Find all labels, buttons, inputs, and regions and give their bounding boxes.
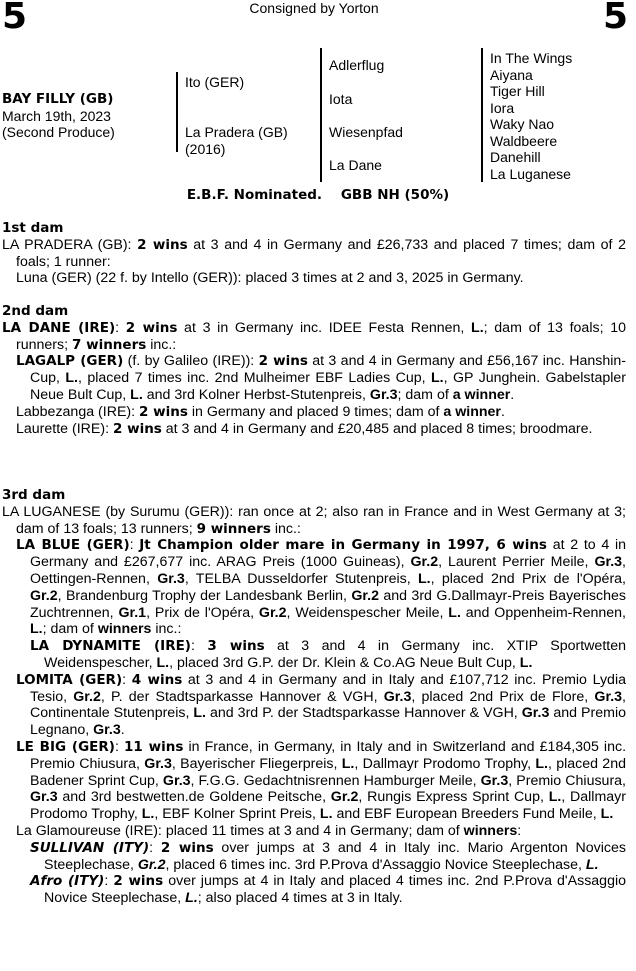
pedigree-gen4-item: Waky Nao	[490, 116, 555, 132]
horse-produce: (Second Produce)	[2, 124, 115, 140]
pedigree-gen3-2: Iota	[329, 91, 353, 107]
second-dam-produce: Laurette (IRE): 2 wins at 3 and 4 in Germany and £20,485 and placed 8 times; broodmare.	[16, 420, 593, 437]
horse-foaled: March 19th, 2023	[2, 107, 111, 124]
second-dam-produce: Labbezanga (IRE): 2 wins in Germany and placed 9 times; dam of a winner.	[16, 403, 505, 420]
pedigree-gen3-4: La Dane	[329, 157, 382, 173]
pedigree-gen4-item: Danehill	[490, 149, 541, 165]
third-dam-produce: LE BIG (GER): 11 wins in France, in Germany, in Italy and in Switzerland and £184,305 inc. Premio Chiusura, Gr.3, Bayerischer Fliegerpreis, L., Dallmayr Prodomo Trophy, L., placed 2nd Badener Sprint Cup, Gr.3, F.G.G. Gedachtnisrennen Hamburger Meile, Gr.3, Premio Chiusura, Gr.3 and 3rd bestwetten.de Goldene Peitsche, Gr.2, Rungis Express Sprint Cup, L., Dallmayr Prodomo Trophy, L., EBF Kolner Sprint Preis, L. and EBF European Breeders Fund Meile, L.	[16, 738, 627, 823]
third-dam-text: LA LUGANESE (by Surumu (GER)): ran once at 2; also ran in France and in West Germany at 3; dam of 13 foals; 13 runners; 9 winners inc.:	[2, 503, 626, 537]
third-dam-produce: LOMITA (GER): 4 wins at 3 and 4 in Germany and in Italy and £107,712 inc. Premio Lydia Tesio, Gr.2, P. der Stadtsparkasse Hannover & VGH, Gr.3, placed 2nd Prix de Flore, Gr.3, Continentale Stutenpreis, L. and 3rd P. der Stadtsparkasse Hannover & VGH, Gr.3 and Premio Legnano, Gr.3.	[16, 671, 626, 739]
second-dam-produce: LAGALP (GER) (f. by Galileo (IRE)): 2 wins at 3 and 4 in Germany and £56,167 inc. Hanshin-Cup, L., placed 7 times inc. 2nd Mulheimer EBF Ladies Cup, L., GP Junghein. Gabelstapler Neue Bult Cup, L. and 3rd Kolner Herbst-Stutenpreis, Gr.3; dam of a winner.	[16, 353, 626, 403]
first-dam-text: LA PRADERA (GB): 2 wins at 3 and 4 in Germany and £26,733 and placed 7 times; dam of 2 foals; 1 runner:	[2, 236, 626, 270]
pedigree-gen4-item: Iora	[490, 99, 515, 116]
horse-info	[2, 91, 115, 141]
horse-title: BAY FILLY (GB)	[2, 91, 114, 107]
second-dam-text: LA DANE (IRE): 2 wins at 3 in Germany inc. IDEE Festa Rennen, L.; dam of 13 foals; 10 runners; 7 winners inc.:	[2, 319, 626, 353]
lot-number-right: 5	[602, 0, 628, 37]
lot-number-left: 5	[2, 0, 28, 37]
pedigree-gen4-item: Waldbeere	[490, 132, 558, 149]
second-dam-section	[2, 303, 626, 437]
pedigree-gen3-3: Wiesenpfad	[329, 124, 403, 140]
pedigree-bracket-2	[320, 48, 322, 182]
pedigree-dam	[185, 124, 288, 157]
pedigree-gen4-item: Aiyana	[490, 66, 533, 83]
first-dam-produce: Luna (GER) (22 f. by Intello (GER)): placed 3 times at 2 and 3, 2025 in Germany.	[16, 270, 524, 287]
consignor: Consigned by Yorton	[249, 0, 379, 16]
pedigree-bracket-1	[176, 72, 178, 152]
nominations: E.B.F. Nominated. GBB NH (50%)	[186, 187, 450, 203]
third-dam-grandproduce: SULLIVAN (ITY): 2 wins over jumps at 3 and 4 in Italy inc. Mario Argenton Novices Steeplechase, Gr.2, placed 6 times inc. 3rd P.Prova d'Assaggio Novice Steeplechase, L.	[30, 839, 626, 873]
pedigree-dam-name: La Pradera (GB)	[185, 124, 288, 140]
pedigree-gen3-1: Adlerflug	[329, 57, 385, 73]
third-dam-heading: 3rd dam	[2, 487, 66, 503]
pedigree-gen4	[490, 50, 572, 182]
pedigree-gen4-item: In The Wings	[490, 50, 573, 66]
third-dam-grandproduce: LA DYNAMITE (IRE): 3 wins at 3 and 4 in Germany inc. XTIP Sportwetten Weidenspescher, L., placed 3rd G.P. der Dr. Klein & Co.AG Neue Bult Cup, L.	[30, 638, 626, 671]
pedigree-sire: Ito (GER)	[185, 74, 245, 90]
second-dam-heading: 2nd dam	[2, 303, 69, 319]
third-dam-produce: La Glamoureuse (IRE): placed 11 times at 3 and 4 in Germany; dam of winners:	[16, 822, 522, 839]
pedigree-dam-year: (2016)	[185, 140, 226, 157]
first-dam-section	[2, 220, 626, 287]
third-dam-produce: LA BLUE (GER): Jt Champion older mare in Germany in 1997, 6 wins at 2 to 4 in Germany and £267,677 inc. ARAG Preis (1000 Guineas), Gr.2, Laurent Perrier Meile, Gr.3, Oettingen-Rennen, Gr.3, TELBA Dusseldorfer Stutenpreis, L., placed 2nd Prix de l'Opéra, Gr.2, Brandenburg Trophy der Landesbank Berlin, Gr.2 and 3rd G.Dallmayr-Preis Bayerisches Zuchtrennen, Gr.1, Prix de l'Opéra, Gr.2, Weidenspescher Meile, L. and Oppenheim-Rennen, L.; dam of winners inc.:	[16, 537, 627, 638]
first-dam-heading: 1st dam	[2, 220, 64, 236]
pedigree-gen4-item: La Luganese	[490, 165, 571, 182]
third-dam-section	[2, 487, 626, 907]
pedigree-bracket-3	[481, 48, 483, 182]
third-dam-grandproduce: Afro (ITY): 2 wins over jumps at 4 in Italy and placed 4 times inc. 2nd P.Prova d'Assaggio Novice Steeplechase, L.; also placed 4 times at 3 in Italy.	[30, 873, 627, 907]
pedigree-gen4-item: Tiger Hill	[490, 83, 545, 99]
